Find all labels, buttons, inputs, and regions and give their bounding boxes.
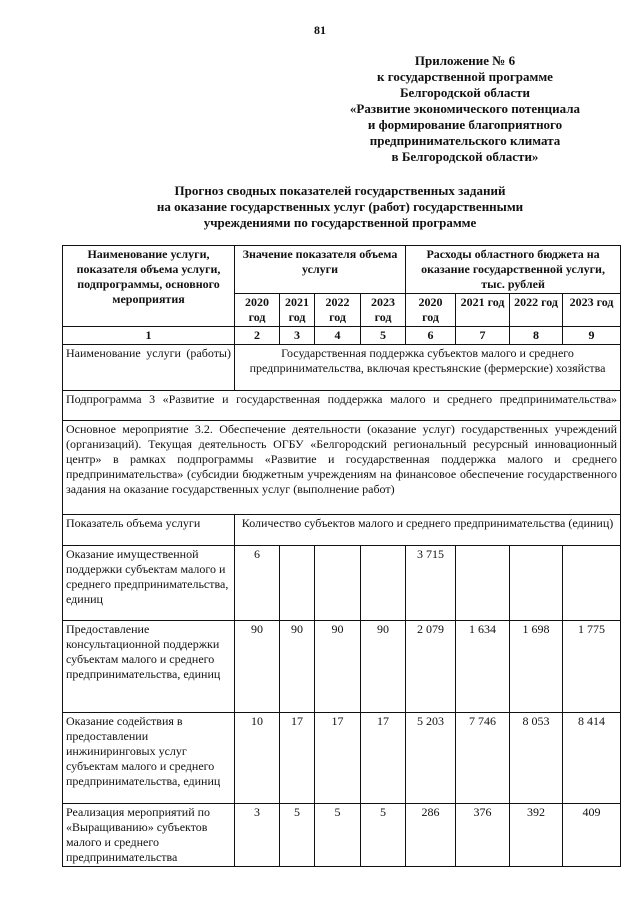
value-cell: 2 079	[406, 621, 456, 713]
header-year: 2022 год	[315, 294, 361, 327]
value-cell	[280, 546, 315, 621]
value-cell: 90	[315, 621, 361, 713]
table-row	[63, 546, 621, 621]
service-label: Наименование услуги (работы)	[63, 345, 235, 391]
appendix-line: предпринимательского климата	[369, 133, 561, 148]
page-number: 81	[314, 23, 326, 37]
appendix-line: в Белгородской области»	[391, 149, 539, 164]
value-cell: 90	[361, 621, 406, 713]
column-number: 5	[361, 327, 406, 345]
value-cell	[563, 546, 621, 621]
value-cell	[456, 546, 510, 621]
header-indicator-value: Значение показателя объема услуги	[235, 246, 406, 294]
value-cell: 8 414	[563, 713, 621, 804]
value-cell: 3 715	[406, 546, 456, 621]
header-year: 2020 год	[406, 294, 456, 327]
column-number: 4	[315, 327, 361, 345]
table-row	[63, 713, 621, 804]
value-cell: 1 775	[563, 621, 621, 713]
header-year: 2021 год	[280, 294, 315, 327]
value-cell: 5	[361, 804, 406, 867]
value-cell: 409	[563, 804, 621, 867]
indicator-value: Количество субъектов малого и среднего предпринимательства (единиц)	[235, 515, 621, 546]
column-number: 8	[510, 327, 563, 345]
value-cell: 376	[456, 804, 510, 867]
row-name: Предоставление консультационной поддержки субъектам малого и среднего предпринимательства, единиц	[63, 621, 235, 713]
table-row	[63, 621, 621, 713]
column-number: 1	[63, 327, 235, 345]
column-number: 9	[563, 327, 621, 345]
column-number: 6	[406, 327, 456, 345]
title-line: на оказание государственных услуг (работ) государственными	[156, 199, 524, 214]
value-cell: 286	[406, 804, 456, 867]
column-number: 3	[280, 327, 315, 345]
row-name: Оказание имущественной поддержки субъектам малого и среднего предпринимательства, единиц	[63, 546, 235, 621]
appendix-line: Белгородской области	[399, 85, 531, 100]
value-cell: 7 746	[456, 713, 510, 804]
value-cell: 5	[280, 804, 315, 867]
forecast-table	[62, 245, 621, 867]
value-cell: 90	[235, 621, 280, 713]
value-cell: 5 203	[406, 713, 456, 804]
header-budget-expenses: Расходы областного бюджета на оказание государственной услуги, тыс. рублей	[406, 246, 621, 294]
value-cell	[315, 546, 361, 621]
header-year: 2023 год	[361, 294, 406, 327]
table-row	[63, 804, 621, 867]
row-name: Оказание содействия в предоставлении инжиниринговых услуг субъектам малого и среднего предпринимательства, единиц	[63, 713, 235, 804]
title-line: Прогноз сводных показателей государственных заданий	[174, 183, 506, 198]
value-cell: 3	[235, 804, 280, 867]
column-number: 7	[456, 327, 510, 345]
value-cell: 1 634	[456, 621, 510, 713]
header-year: 2023 год	[563, 294, 621, 327]
value-cell: 392	[510, 804, 563, 867]
value-cell: 5	[315, 804, 361, 867]
value-cell: 6	[235, 546, 280, 621]
subprogram-row: Подпрограмма 3 «Развитие и государственная поддержка малого и среднего предпринимательства»	[63, 391, 621, 421]
value-cell: 17	[315, 713, 361, 804]
value-cell: 8 053	[510, 713, 563, 804]
row-name: Реализация мероприятий по «Выращиванию» субъектов малого и среднего предпринимательства	[63, 804, 235, 867]
appendix-line: и формирование благоприятного	[367, 117, 563, 132]
value-cell: 90	[280, 621, 315, 713]
value-cell	[361, 546, 406, 621]
value-cell: 17	[280, 713, 315, 804]
document-title	[140, 183, 540, 231]
value-cell: 1 698	[510, 621, 563, 713]
header-year: 2020 год	[235, 294, 280, 327]
column-number: 2	[235, 327, 280, 345]
header-service-name: Наименование услуги, показателя объема услуги, подпрограммы, основного мероприятия	[63, 246, 235, 327]
value-cell: 17	[361, 713, 406, 804]
header-year: 2021 год	[456, 294, 510, 327]
appendix-heading	[330, 53, 600, 165]
main-activity-row: Основное мероприятие 3.2. Обеспечение деятельности (оказание услуг) государственных учреждений (организаций). Текущая деятельность ОГБУ «Белгородский региональный ресурсный инновационный центр» в рамках подпрограммы «Развитие и государственная поддержка малого и среднего предпринимательства» (субсидии бюджетным учреждениям на финансовое обеспечение государственного задания на оказание государственных услуг (выполнение работ)	[63, 421, 621, 515]
service-value: Государственная поддержка субъектов малого и среднего предпринимательства, включая крестьянские (фермерские) хозяйства	[235, 345, 621, 391]
indicator-label: Показатель объема услуги	[63, 515, 235, 546]
appendix-line: к государственной программе	[377, 69, 553, 84]
title-line: учреждениями по государственной программе	[203, 215, 477, 230]
appendix-line: Приложение № 6	[414, 53, 516, 68]
header-year: 2022 год	[510, 294, 563, 327]
appendix-line: «Развитие экономического потенциала	[349, 101, 581, 116]
value-cell	[510, 546, 563, 621]
value-cell: 10	[235, 713, 280, 804]
